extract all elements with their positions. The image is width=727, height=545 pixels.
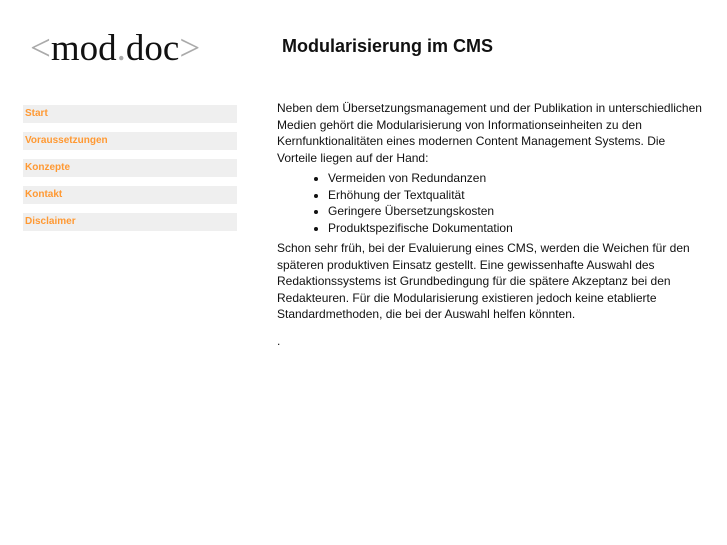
nav-item-start[interactable]: Start — [23, 105, 237, 123]
intro-paragraph: Neben dem Übersetzungsmanagement und der Publikation in unterschiedlichen Medien gehört die Modularisierung von Informationseinheiten zu den Kernfunktionalitäten eines modernen Content Management Systems. Die Vorteile liegen auf der Hand: — [277, 101, 702, 165]
nav-item-disclaimer[interactable]: Disclaimer — [23, 213, 237, 231]
list-item: • Erhöhung der Textqualität — [328, 187, 707, 204]
nav-item-konzepte[interactable]: Konzepte — [23, 159, 237, 177]
sidebar-nav — [23, 105, 237, 240]
logo-dot: . — [116, 28, 126, 69]
nav-item-kontakt[interactable]: Kontakt — [23, 186, 237, 204]
trailing-dot: . — [277, 333, 281, 348]
logo-close-bracket: > — [179, 28, 201, 69]
page-title: Modularisierung im CMS — [282, 36, 494, 56]
list-item: • Geringere Übersetzungskosten — [328, 203, 707, 220]
list-item: • Produktspezifische Dokumentation — [328, 220, 707, 237]
list-item: • Vermeiden von Redundanzen — [328, 170, 707, 187]
logo-mod: mod — [50, 28, 117, 69]
advantages-list — [277, 170, 707, 236]
nav-item-voraussetzungen[interactable]: Voraussetzungen — [23, 132, 237, 150]
evaluation-paragraph: Schon sehr früh, bei der Evaluierung eines CMS, werden die Weichen für den späteren produktiven Einsatz gestellt. Eine gewissenhafte Auswahl des Redaktionssystems ist Grundbedingung für die spätere Akzeptanz bei den Redakteuren. Für die Modularisierung existieren jedoch keine etablierte Standardmethoden, die bei der Auswahl helfen könnten. — [277, 241, 690, 321]
logo-open-bracket: < — [30, 28, 51, 69]
logo-doc: doc — [125, 28, 180, 69]
logo — [30, 27, 200, 71]
main-content — [277, 100, 707, 349]
